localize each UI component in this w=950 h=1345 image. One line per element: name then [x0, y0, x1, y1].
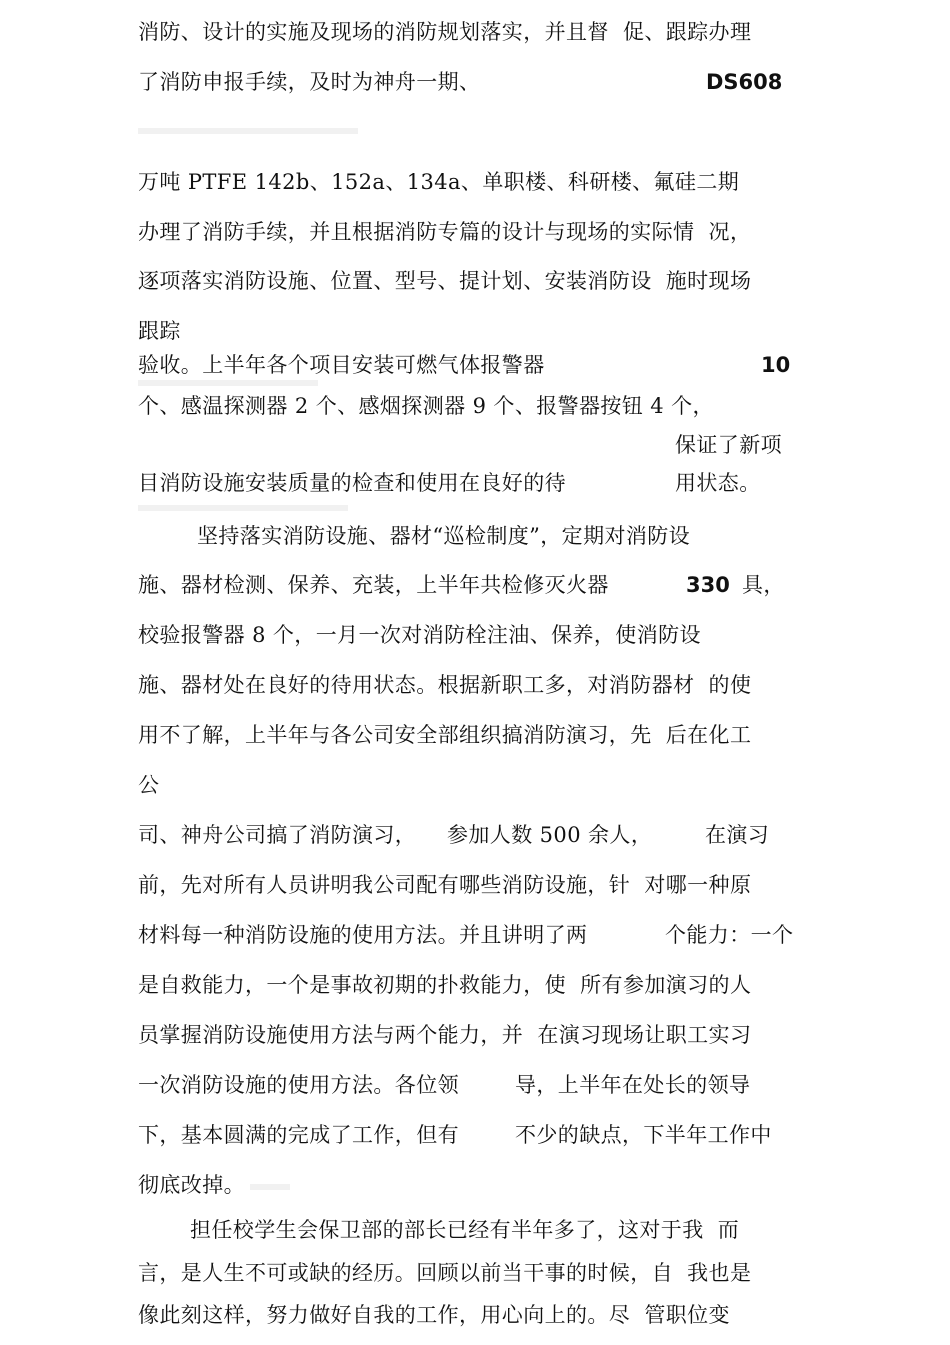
text-line: 施、器材检测、保养、充装，上半年共检修灭火器: [138, 573, 609, 597]
faint-artifact: [138, 380, 318, 386]
extinguisher-count: 330: [686, 573, 730, 597]
text-line: 员掌握消防设施使用方法与两个能力，并 在演习现场让职工实习: [138, 1023, 752, 1047]
text-line: 个、感温探测器 2 个、感烟探测器 9 个、报警器按钮 4 个，: [138, 394, 714, 418]
text-line: 用不了解，上半年与各公司安全部组织搞消防演习，先 后在化工: [138, 723, 752, 747]
faint-artifact: [138, 505, 348, 511]
text-line: 消防、设计的实施及现场的消防规划落实，并且督 促、跟踪办理: [138, 20, 752, 44]
text-line: 具，: [742, 573, 785, 597]
text-line: 导，上半年在处长的领导: [515, 1073, 751, 1097]
text-line: 在演习: [705, 823, 770, 847]
faint-artifact: [250, 1184, 290, 1190]
text-line: 个能力：一个: [665, 923, 794, 947]
text-line: 了消防申报手续，及时为神舟一期、: [138, 70, 481, 94]
text-line: 是自救能力，一个是事故初期的扑救能力，使 所有参加演习的人: [138, 973, 752, 997]
text-line: 司、神舟公司搞了消防演习，: [138, 823, 417, 847]
paragraph-start: 坚持落实消防设施、器材“巡检制度”，定期对消防设: [197, 524, 691, 548]
text-line: 逐项落实消防设施、位置、型号、提计划、安装消防设 施时现场: [138, 269, 752, 293]
text-line: 下，基本圆满的完成了工作，但有: [138, 1123, 459, 1147]
text-line: 前，先对所有人员讲明我公司配有哪些消防设施，针 对哪一种原: [138, 873, 752, 897]
text-line: 目消防设施安装质量的检查和使用在良好的待: [138, 471, 566, 495]
text-line: 施、器材处在良好的待用状态。根据新职工多，对消防器材 的使: [138, 673, 752, 697]
text-line: 不少的缺点，下半年工作中: [515, 1123, 772, 1147]
text-line: 验收。上半年各个项目安装可燃气体报警器: [138, 353, 545, 377]
text-line: 彻底改掉。: [138, 1173, 245, 1197]
text-line: 用状态。: [675, 471, 761, 495]
text-line: 校验报警器 8 个，一月一次对消防栓注油、保养，使消防设: [138, 623, 701, 647]
text-line: 公: [138, 773, 160, 797]
faint-artifact: [138, 128, 358, 134]
text-line: 言，是人生不可或缺的经历。回顾以前当干事的时候，自 我也是: [138, 1261, 752, 1285]
text-line: 材料每一种消防设施的使用方法。并且讲明了两: [138, 923, 588, 947]
paragraph-start: 担任校学生会保卫部的部长已经有半年多了，这对于我 而: [190, 1218, 740, 1242]
text-line: 像此刻这样，努力做好自我的工作，用心向上的。尽 管职位变: [138, 1303, 730, 1327]
product-code: DS608: [706, 70, 783, 94]
text-line: 保证了新项: [675, 433, 782, 457]
text-line: 办理了消防手续，并且根据消防专篇的设计与现场的实际情 况，: [138, 220, 752, 244]
text-line: 跟踪: [138, 319, 181, 343]
text-line: 参加人数 500 余人，: [447, 823, 653, 847]
text-line: 一次消防设施的使用方法。各位领: [138, 1073, 459, 1097]
text-line: 万吨 PTFE 142b、152a、134a、单职楼、科研楼、氟硅二期: [138, 170, 740, 194]
alarm-count: 10: [761, 353, 791, 377]
